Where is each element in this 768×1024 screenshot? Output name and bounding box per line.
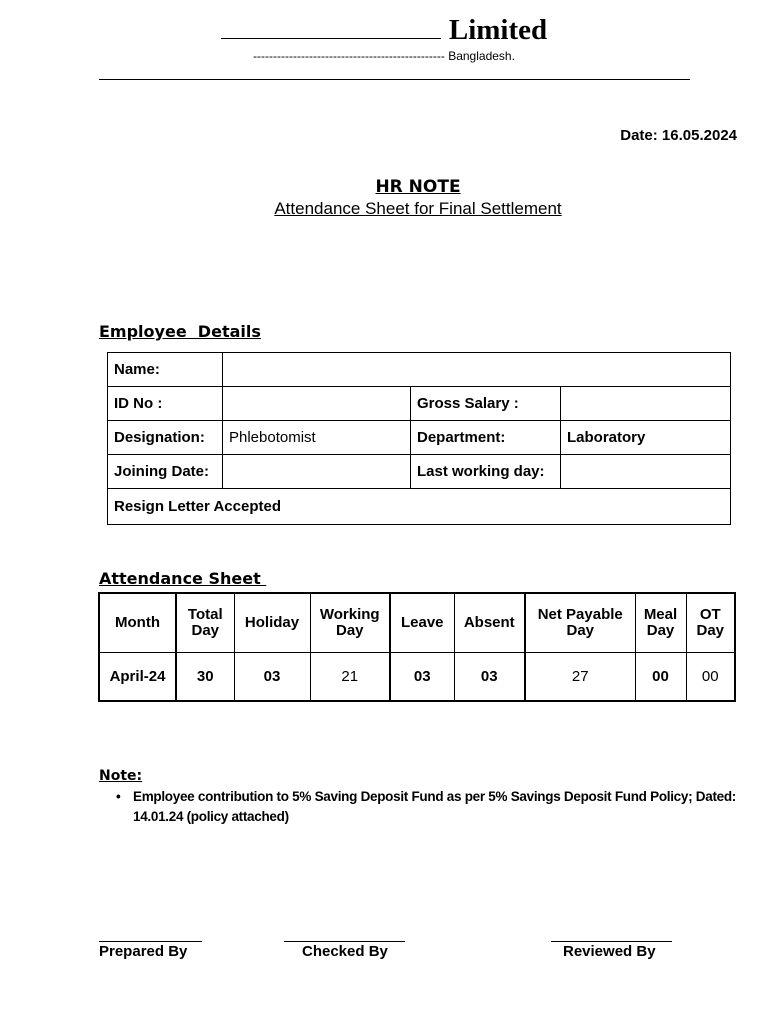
cell-net-payable-day: 27 xyxy=(525,653,635,702)
attendance-header-row xyxy=(99,593,735,653)
reviewed-by-label: Reviewed By xyxy=(563,943,656,960)
cell-working-day: 21 xyxy=(310,653,390,702)
table-row xyxy=(108,489,731,525)
prepared-by-signature-line xyxy=(99,941,202,942)
id-label: ID No : xyxy=(108,387,223,421)
col-header-holiday: Holiday xyxy=(234,593,310,653)
company-name: Limited xyxy=(448,14,548,46)
attendance-sheet-heading: Attendance Sheet xyxy=(99,569,267,588)
table-row xyxy=(108,455,731,489)
company-name-blank xyxy=(221,38,441,39)
joining-date-value xyxy=(223,455,411,489)
gross-salary-label: Gross Salary : xyxy=(411,387,561,421)
last-working-day-value xyxy=(561,455,731,489)
company-name-line xyxy=(0,14,768,47)
col-header-meal-day: Meal Day xyxy=(635,593,686,653)
department-label: Department: xyxy=(411,421,561,455)
gross-salary-value xyxy=(561,387,731,421)
id-value xyxy=(223,387,411,421)
col-header-ot-day: OT Day xyxy=(686,593,735,653)
cell-ot-day: 00 xyxy=(686,653,735,702)
checked-by-signature-line xyxy=(284,941,405,942)
joining-date-label: Joining Date: xyxy=(108,455,223,489)
designation-value: Phlebotomist xyxy=(223,421,411,455)
bullet-icon: • xyxy=(116,789,121,804)
resign-status: Resign Letter Accepted xyxy=(108,489,731,525)
col-header-working-day: Working Day xyxy=(310,593,390,653)
cell-total-day: 30 xyxy=(176,653,234,702)
attendance-table xyxy=(98,592,736,702)
table-row xyxy=(108,387,731,421)
reviewed-by-signature-line xyxy=(551,941,672,942)
cell-meal-day: 00 xyxy=(635,653,686,702)
col-header-month: Month xyxy=(99,593,176,653)
cell-absent: 03 xyxy=(454,653,525,702)
document-date: Date: 16.05.2024 xyxy=(620,127,737,144)
name-label: Name: xyxy=(108,353,223,387)
employee-details-table xyxy=(107,352,731,525)
employee-details-heading: Employee Details xyxy=(99,322,261,341)
cell-holiday: 03 xyxy=(234,653,310,702)
department-value: Laboratory xyxy=(561,421,731,455)
document-subtitle: Attendance Sheet for Final Settlement xyxy=(274,199,562,218)
note-text: Employee contribution to 5% Saving Deposit Fund as per 5% Savings Deposit Fund Policy; Dated: 14.01.24 (policy attached) xyxy=(133,789,736,824)
col-header-net-payable-day: Net Payable Day xyxy=(525,593,635,653)
note-label: Note: xyxy=(99,768,143,784)
last-working-day-label: Last working day: xyxy=(411,455,561,489)
col-header-absent: Absent xyxy=(454,593,525,653)
list-item xyxy=(116,787,736,827)
cell-leave: 03 xyxy=(390,653,454,702)
table-row xyxy=(99,653,735,702)
prepared-by-label: Prepared By xyxy=(99,943,188,960)
designation-label: Designation: xyxy=(108,421,223,455)
table-row xyxy=(108,421,731,455)
note-list xyxy=(116,787,736,827)
col-header-leave: Leave xyxy=(390,593,454,653)
header-divider xyxy=(99,79,690,80)
name-value xyxy=(223,353,731,387)
col-header-total-day: Total Day xyxy=(176,593,234,653)
checked-by-label: Checked By xyxy=(302,943,388,960)
company-address: ------------------------------------------------ Bangladesh. xyxy=(253,49,515,63)
table-row xyxy=(108,353,731,387)
cell-month: April-24 xyxy=(99,653,176,702)
document-title: HR NOTE xyxy=(375,177,461,197)
